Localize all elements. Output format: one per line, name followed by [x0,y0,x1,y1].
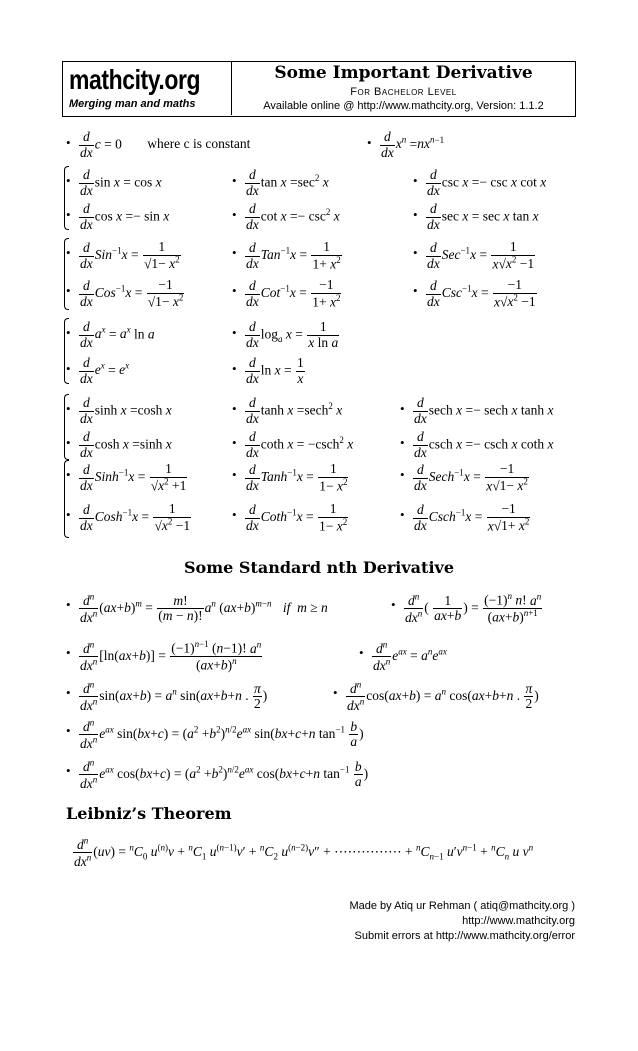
formula-arccosh: • $\frac{d}{dx}$ Cosh$^{-1}$x = $\frac{1}{√x^2 -1}$ [78,502,192,534]
formula-sinh: • $\frac{d}{dx}$ sinh x =cosh x [78,396,172,427]
formula-csch: • $\frac{d}{dx}$ csch x =− csch x coth x [412,430,553,461]
availability-note: Available online @ http://www.mathcity.org, Version: 1.1.2 [263,100,544,112]
logo: mathcity.org [69,64,201,95]
formula-loga: • $\frac{d}{dx}$ $\log_a x$ = $\frac{1}{\text{x ln a}}$ [244,320,340,351]
formula-nth-exp-cos: • $d^n$ $dx^n$ $e^{ax}$ $\cos(bx+c) = (a^2 +b^2)^{n/2}e^{ax}$ cos(bx+c+n $\tan^{-1}$ $\frac{b}{a}$ ) [78,758,368,792]
tagline: Merging man and maths [69,98,196,110]
formula-tanh: • $\frac{d}{dx}$ tanh x =sech$^2$ x [244,396,342,427]
section-title-nth: Some Standard nth Derivative [184,558,454,577]
formula-cos: • $\frac{d}{dx}$ cos x =− sin x [78,202,169,233]
formula-nth-power: • $d^n$ $dx^n$ $(ax+b)^m$ = $\frac{m!}{(m - n)!}$ $a^n$ $(ax+b)^{m-n}$ if m ≥ n [78,592,328,626]
formula-arccos: • $\frac{d}{dx}$ Cos$^{-1}$x = $\frac{-1}{√1- x^2}$ [78,278,185,310]
formula-nth-sin: • $d^n$ $dx^n$ $\sin(ax+b) = a^n$ sin(ax+b+n . $\frac{\pi}{2}$ ) [78,680,267,714]
logo-box [63,62,232,115]
formula-sec: • $\frac{d}{dx}$ sec x = sec x tan x [425,202,539,233]
formula-arctan: • $\frac{d}{dx}$ Tan$^{-1}$x = $\frac{1}{1+ x^2}$ [244,240,343,272]
page-title: Some Important Derivative [274,63,533,83]
page-subtitle: For Bachelor Level [350,86,457,98]
formula-arcsinh: • $\frac{d}{dx}$ Sinh$^{-1}$x = $\frac{1}{√x^2 +1}$ [78,462,188,494]
footer-website[interactable]: http://www.mathcity.org [462,915,575,927]
formula-ex: • $\frac{d}{dx}$ $e^x = e^x$ [78,356,129,387]
formula-constant: • $\frac{d}{dx}$ c = 0 where c is constant [78,130,250,161]
formula-arctanh: • $\frac{d}{dx}$ Tanh$^{-1}$x = $\frac{1}{1- x^2}$ [244,462,349,494]
formula-arccsc: • $\frac{d}{dx}$ Csc$^{-1}$x = $\frac{-1}{x√x^2 -1}$ [425,278,538,310]
formula-csc: • $\frac{d}{dx}$ csc x =− csc x cot x [425,168,546,199]
formula-nth-exp: • $d^n$ $dx^n$ $e^{ax} = a^ne^{ax}$ [371,640,447,674]
formula-arccsch: • $\frac{d}{dx}$ Csch$^{-1}$x = $\frac{-1}{x√1+ x^2}$ [412,502,531,534]
footer-author: Made by Atiq ur Rehman ( atiq@mathcity.org ) [349,900,575,912]
formula-arcsec: • $\frac{d}{dx}$ Sec$^{-1}$x = $\frac{1}{x√x^2 -1}$ [425,240,536,272]
footer-errors[interactable]: Submit errors at http://www.mathcity.org/error [354,930,575,942]
formula-power: • $\frac{d}{dx}$ $x^n =nx^{n-1}$ [379,130,444,161]
formula-ln: • $\frac{d}{dx}$ ln x = $\frac{1}{x}$ [244,356,306,387]
formula-nth-log: • $d^n$ $dx^n$ [ln(ax+b)] = $\frac{(-1)^{n-1} (n-1)! a^n}{(ax+b)^n}$ [78,640,263,674]
formula-cot: • $\frac{d}{dx}$ $\cot x =- \csc^2 x$ [244,202,340,233]
formula-leibniz: $d^n$ $dx^n$ $(uv) = ^nC_0$ $u^{(n)}v + ^nC_1$ $u^{(n-1)}v' + ^nC_2$ $u^{(n-2)}v''$ + ⋯⋯⋯⋯⋯ + $^nC_{n-1}$ $u'v^{n-1} + ^nC_n$ u $v^n$ [74,835,534,869]
header-box [62,61,576,117]
formula-sin: • $\frac{d}{dx}$ sin x = cos x [78,168,162,199]
formula-arcsech: • $\frac{d}{dx}$ Sech$^{-1}$x = $\frac{-1}{x√1- x^2}$ [412,462,530,494]
formula-arccoth: • $\frac{d}{dx}$ Coth$^{-1}$x = $\frac{1}{1- x^2}$ [244,502,349,534]
formula-nth-cos: • $d^n$ $dx^n$ $\cos(ax+b) = a^n$ cos(ax+b+n . $\frac{\pi}{2}$ ) [345,680,539,714]
formula-tan: • $\frac{d}{dx}$ $\tan x =\sec^2$ x [244,168,329,199]
formula-arcsin: • $\frac{d}{dx}$ Sin$^{-1}$x = $\frac{1}{√1- x^2}$ [78,240,182,272]
formula-cosh: • $\frac{d}{dx}$ cosh x =sinh x [78,430,172,461]
formula-sech: • $\frac{d}{dx}$ sech x =− sech x tanh x [412,396,553,427]
formula-ax: • $\frac{d}{dx}$ $a^x = a^x$ ln a [78,320,155,351]
formula-nth-exp-sin: • $d^n$ $dx^n$ $e^{ax}$ $\sin(bx+c) = (a^2 +b^2)^{n/2}e^{ax}$ sin(bx+c+n $\tan^{-1}$ $\frac{b}{a}$ ) [78,718,364,752]
section-title-leibniz: Leibniz’s Theorem [66,804,232,823]
formula-nth-reciprocal: • $d^n$ $dx^n$ ( $\frac{1}{ax+b}$ ) = $\frac{(-1)^n n! a^n}{(ax+b)^{n+1}}$ [403,592,543,626]
constant-note: where c is constant [147,136,251,152]
formula-arccot: • $\frac{d}{dx}$ Cot$^{-1}$x = $\frac{-1}{1+ x^2}$ [244,278,342,310]
formula-coth: • $\frac{d}{dx}$ coth x = −csch$^2$ x [244,430,353,461]
